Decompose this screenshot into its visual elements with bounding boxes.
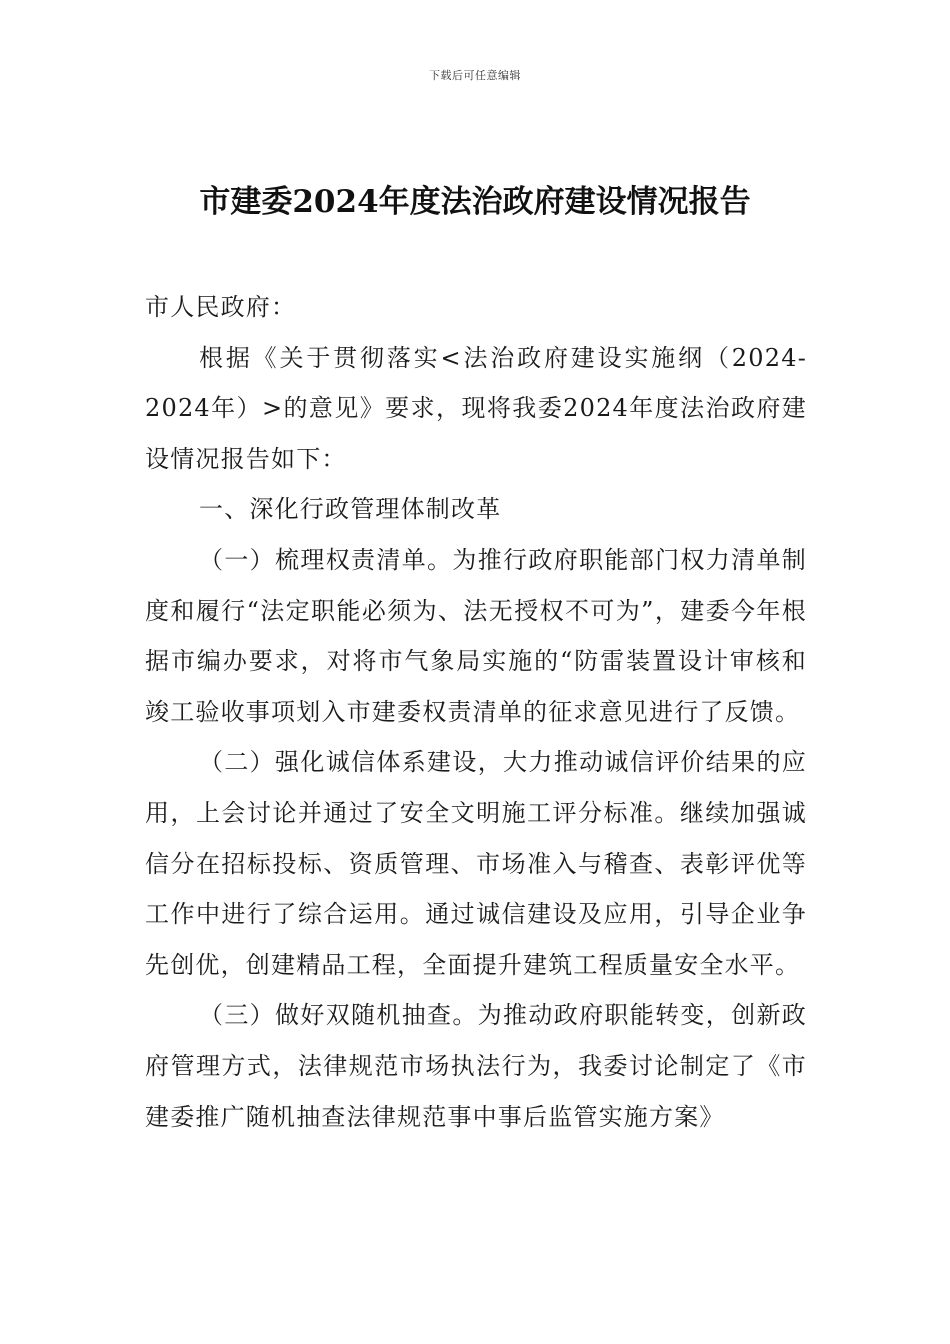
header-note: 下载后可任意编辑 [429, 69, 521, 82]
document-title: 市建委2024年度法治政府建设情况报告 [199, 184, 751, 220]
salutation: 市人民政府： [145, 293, 297, 321]
document-body [145, 282, 807, 1142]
paragraph-item-1: （一）梳理权责清单。为推行政府职能部门权力清单制度和履行“法定职能必须为、法无授权不可为”，建委今年根据市编办要求，对将市气象局实施的“防雷装置设计审核和竣工验收事项划入市建委权责清单的征求意见进行了反馈。 [145, 545, 807, 726]
paragraph-item-3: （三）做好双随机抽查。为推动政府职能转变，创新政府管理方式，法律规范市场执法行为，我委讨论制定了《市建委推广随机抽查法律规范事中事后监管实施方案》 [145, 1001, 807, 1131]
paragraph-item-2: （二）强化诚信体系建设，大力推动诚信评价结果的应用，上会讨论并通过了安全文明施工评分标准。继续加强诚信分在招标投标、资质管理、市场准入与稽查、表彰评优等工作中进行了综合运用。通过诚信建设及应用，引导企业争先创优，创建精品工程，全面提升建筑工程质量安全水平。 [145, 748, 807, 979]
section-heading: 一、深化行政管理体制改革 [199, 495, 502, 524]
paragraph-intro: 根据《关于贯彻落实<法治政府建设实施纲（2024-2024年）>的意见》要求，现将我委2024年度法治政府建设情况报告如下： [145, 343, 807, 473]
